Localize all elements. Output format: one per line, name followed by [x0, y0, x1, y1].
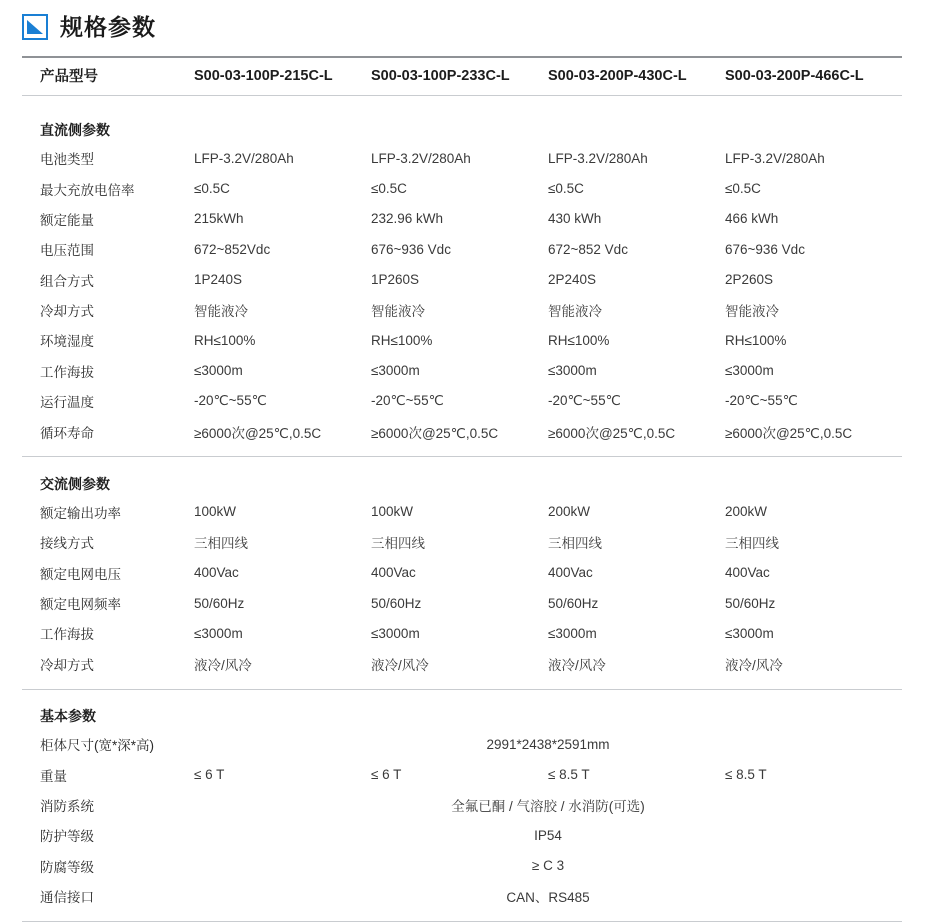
row-label: 组合方式 — [40, 273, 94, 289]
row-value: 液冷/风冷 — [194, 657, 252, 673]
table-row — [22, 143, 902, 173]
row-value-merged: IP54 — [534, 827, 562, 843]
page-title: 规格参数 — [60, 13, 156, 40]
row-value: 智能液冷 — [548, 304, 602, 320]
table-row — [22, 386, 902, 416]
section-spacer — [22, 447, 902, 457]
row-value: -20℃~55℃ — [725, 393, 798, 409]
row-value: ≤3000m — [371, 625, 420, 641]
row-label: 消防系统 — [40, 798, 94, 814]
row-value: -20℃~55℃ — [371, 393, 444, 409]
row-value: 智能液冷 — [371, 304, 425, 320]
row-label: 额定电网频率 — [40, 597, 121, 613]
section-spacer — [22, 679, 902, 689]
row-label: 通信接口 — [40, 890, 94, 906]
row-value: LFP-3.2V/280Ah — [548, 150, 648, 166]
row-value: ≥6000次@25℃,0.5C — [548, 425, 676, 441]
row-value: LFP-3.2V/280Ah — [725, 150, 825, 166]
section-spacer-cell — [22, 911, 902, 921]
table-row — [22, 295, 902, 325]
row-label: 环境湿度 — [40, 334, 94, 350]
row-label: 柜体尺寸(宽*深*高) — [40, 738, 154, 754]
row-value: 232.96 kWh — [371, 211, 444, 227]
table-row — [22, 649, 902, 679]
row-value: 三相四线 — [194, 536, 248, 552]
row-value: 液冷/风冷 — [371, 657, 429, 673]
table-header-row — [22, 57, 902, 96]
section-title: 直流侧参数 — [40, 122, 110, 138]
row-value-merged: ≥ C 3 — [531, 858, 565, 874]
row-label: 电池类型 — [40, 152, 94, 168]
row-value: ≤ 8.5 T — [548, 767, 590, 783]
table-row — [22, 790, 902, 820]
row-value: 50/60Hz — [371, 595, 422, 611]
row-value: LFP-3.2V/280Ah — [371, 150, 471, 166]
row-label: 循环寿命 — [40, 425, 94, 441]
section-spacer-cell — [22, 447, 902, 457]
column-header-3: S00-03-200P-430C-L — [548, 67, 687, 84]
row-value: 100kW — [194, 504, 237, 520]
row-value: RH≤100% — [194, 332, 256, 348]
row-value: 215kWh — [194, 211, 244, 227]
row-value-merged: 2991*2438*2591mm — [486, 736, 610, 752]
section-spacer-cell — [22, 679, 902, 689]
row-value: 400Vac — [548, 565, 593, 581]
row-value: 466 kWh — [725, 211, 779, 227]
row-label: 工作海拔 — [40, 364, 94, 380]
section-spacer — [22, 911, 902, 921]
row-value: ≤0.5C — [371, 181, 407, 197]
row-value: RH≤100% — [371, 332, 433, 348]
row-value: ≤3000m — [725, 363, 774, 379]
row-value: 智能液冷 — [194, 304, 248, 320]
row-label: 工作海拔 — [40, 627, 94, 643]
section-title: 交流侧参数 — [40, 475, 110, 492]
row-value: 400Vac — [371, 565, 416, 581]
section-title: 基本参数 — [40, 708, 96, 724]
section-title-row — [22, 690, 902, 729]
table-row — [22, 497, 902, 527]
table-row — [22, 618, 902, 648]
row-value: RH≤100% — [725, 332, 787, 348]
row-value: 100kW — [371, 504, 414, 520]
table-row — [22, 325, 902, 355]
row-value: 2P260S — [725, 272, 774, 288]
row-value: 676~936 Vdc — [371, 241, 451, 257]
row-value: ≤ 6 T — [371, 767, 402, 783]
row-value: 智能液冷 — [725, 304, 779, 320]
table-row — [22, 234, 902, 264]
row-label: 额定能量 — [40, 212, 94, 228]
row-value: 50/60Hz — [548, 595, 599, 611]
document-spec-icon — [22, 14, 48, 40]
row-value: ≤0.5C — [194, 181, 230, 197]
row-value: 672~852Vdc — [194, 241, 271, 257]
specification-table — [22, 56, 902, 921]
row-value: 430 kWh — [548, 211, 602, 227]
column-header-4: S00-03-200P-466C-L — [725, 67, 864, 84]
row-value: 676~936 Vdc — [725, 241, 805, 257]
row-label: 防腐等级 — [40, 859, 94, 875]
table-row — [22, 416, 902, 446]
row-label: 接线方式 — [40, 536, 94, 552]
row-value: ≥6000次@25℃,0.5C — [725, 425, 853, 441]
row-value-merged: 全氟已酮 / 气溶胶 / 水消防(可选) — [451, 798, 645, 814]
page-header — [0, 0, 930, 50]
row-label: 最大充放电倍率 — [40, 182, 135, 198]
row-value: 2P240S — [548, 272, 597, 288]
row-value: 液冷/风冷 — [725, 657, 783, 673]
row-value: 液冷/风冷 — [548, 657, 606, 673]
row-value: 400Vac — [725, 565, 770, 581]
row-value: ≤3000m — [548, 625, 597, 641]
row-value: -20℃~55℃ — [194, 393, 267, 409]
column-header-1: S00-03-100P-215C-L — [194, 67, 333, 84]
row-value: 三相四线 — [725, 536, 779, 552]
row-value: ≤3000m — [371, 363, 420, 379]
table-row — [22, 265, 902, 295]
table-row — [22, 204, 902, 234]
row-value: ≤0.5C — [548, 181, 584, 197]
row-value: 50/60Hz — [194, 595, 245, 611]
row-value: ≤3000m — [194, 625, 243, 641]
section-title-row — [22, 458, 902, 497]
table-row — [22, 820, 902, 850]
row-value: 1P240S — [194, 272, 243, 288]
row-label: 额定电网电压 — [40, 566, 121, 582]
row-value: 三相四线 — [548, 536, 602, 552]
row-label: 运行温度 — [40, 395, 94, 411]
row-label: 冷却方式 — [40, 657, 94, 673]
section-title-row — [22, 96, 902, 144]
row-value: 三相四线 — [371, 536, 425, 552]
row-label: 冷却方式 — [40, 304, 94, 320]
table-row — [22, 881, 902, 911]
row-value: -20℃~55℃ — [548, 393, 621, 409]
row-label: 防护等级 — [40, 829, 94, 845]
row-value: 200kW — [548, 504, 591, 520]
row-value: ≥6000次@25℃,0.5C — [194, 425, 322, 441]
row-value: ≥6000次@25℃,0.5C — [371, 425, 499, 441]
row-value: ≤3000m — [725, 625, 774, 641]
table-row — [22, 356, 902, 386]
table-row — [22, 558, 902, 588]
row-value: 400Vac — [194, 565, 239, 581]
table-row — [22, 851, 902, 881]
row-value: ≤ 8.5 T — [725, 767, 767, 783]
row-value: ≤3000m — [548, 363, 597, 379]
row-value-merged: CAN、RS485 — [506, 890, 590, 906]
table-row — [22, 588, 902, 618]
row-value: 1P260S — [371, 272, 420, 288]
table-row — [22, 527, 902, 557]
table-row — [22, 173, 902, 203]
row-value: ≤3000m — [194, 363, 243, 379]
row-value: RH≤100% — [548, 332, 610, 348]
row-value: ≤0.5C — [725, 181, 761, 197]
table-body — [22, 57, 902, 921]
row-value: 672~852 Vdc — [548, 241, 628, 257]
row-label: 电压范围 — [40, 243, 94, 259]
row-value: ≤ 6 T — [194, 767, 225, 783]
row-label: 额定输出功率 — [40, 505, 121, 521]
row-label: 重量 — [40, 768, 67, 784]
row-value: 50/60Hz — [725, 595, 776, 611]
row-value: LFP-3.2V/280Ah — [194, 150, 294, 166]
table-row — [22, 759, 902, 789]
row-value: 200kW — [725, 504, 768, 520]
column-header-2: S00-03-100P-233C-L — [371, 67, 510, 84]
table-row — [22, 729, 902, 759]
column-header-model-label: 产品型号 — [40, 69, 98, 85]
